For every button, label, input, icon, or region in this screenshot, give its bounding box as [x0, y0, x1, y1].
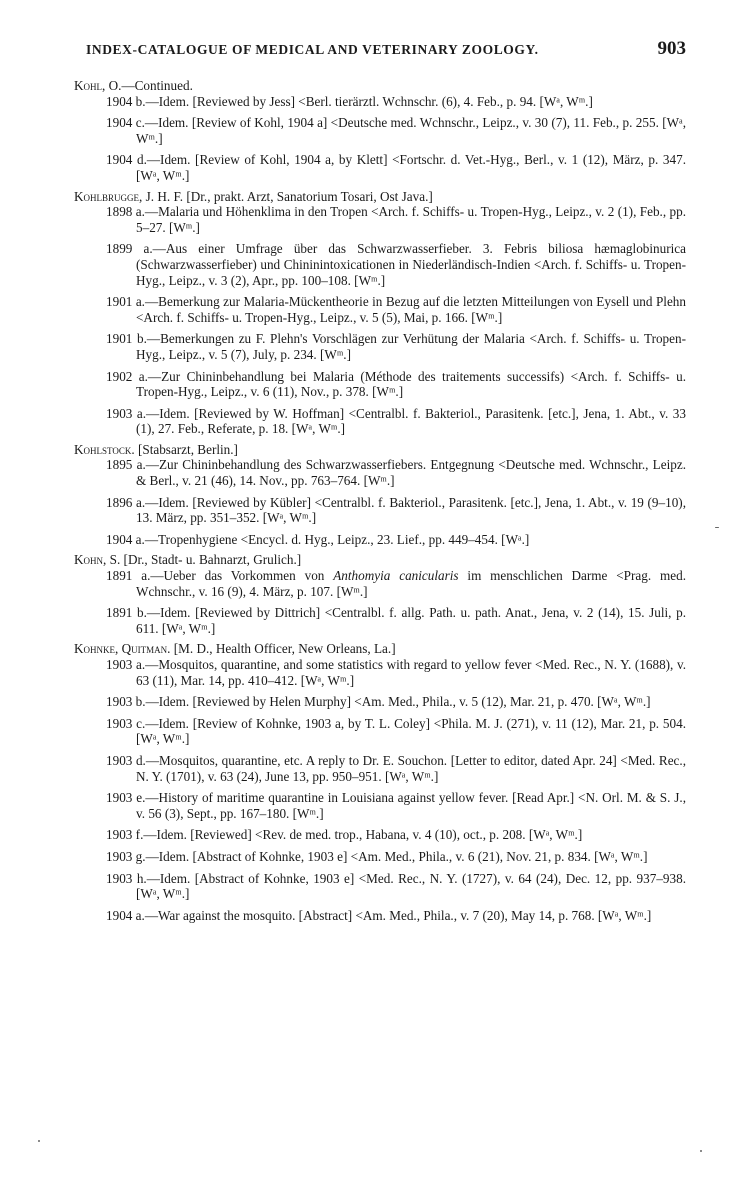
citation-entry — [74, 568, 686, 599]
citation-entry: 1904 b.—Idem. [Reviewed by Jess] <Berl. tierärztl. Wchnschr. (6), 4. Feb., p. 94. [Wᵃ, Wᵐ.] — [106, 93, 593, 109]
citation-entry: 1891 b.—Idem. [Reviewed by Dittrich] <Centralbl. f. allg. Path. u. path. Anat., Jena, v. 2 (14), 15. Juli, p. 611. [Wᵃ, Wᵐ.] — [106, 605, 686, 636]
author-note: [Stabsarzt, Berlin.] — [134, 441, 238, 457]
citation-entry: 1903 c.—Idem. [Review of Kohnke, 1903 a, by T. L. Coley] <Phila. M. J. (271), v. 11 (12), Mar. 21, p. 504. [Wᵃ, Wᵐ.] — [106, 715, 686, 747]
author-note: —Continued. — [121, 78, 193, 93]
citation-text: 1891 a.—Ueber das Vorkommen von — [106, 568, 334, 584]
citation-entry: 1903 e.—History of maritime quarantine in Louisiana against yellow fever. [Read Apr.] <N. Orl. M. & S. J., v. 56 (3), Sept., pp. 167–180. [Wᵐ.] — [106, 790, 686, 821]
scan-speck — [715, 527, 719, 528]
author-name: Kohl, O. — [74, 78, 122, 93]
citation-entry: 1902 a.—Zur Chininbehandlung bei Malaria (Méthode des traitements successifs) <Arch. f. Schiffs- u. Tropen-Hyg., Leipz., v. 6 (11), Nov., p. 378. [Wᵐ.] — [106, 368, 686, 400]
citation-entry: 1901 b.—Bemerkungen zu F. Plehn's Vorschlägen zur Verhütung der Malaria <Arch. f. Schiffs- u. Tropen-Hyg., Leipz., v. 5 (7), July, p. 234. [Wᵐ.] — [106, 331, 686, 362]
scan-speck — [38, 1140, 40, 1142]
citation-entry: 1903 d.—Mosquitos, quarantine, etc. A reply to Dr. E. Souchon. [Letter to editor, dated Apr. 24] <Med. Rec., N. Y. (1701), v. 63 (24), June 13, pp. 950–951. [Wᵃ, Wᵐ.] — [106, 752, 686, 784]
citation-entry: 1901 a.—Bemerkung zur Malaria-Mückentheorie in Bezug auf die letzten Mitteilungen von Eysell und Plehn <Arch. f. Schiffs- u. Tropen-Hyg., Leipz., v. 5 (5), Mai, p. 166. [Wᵐ.] — [106, 294, 686, 325]
page-header — [86, 38, 686, 60]
author-heading — [74, 641, 686, 657]
citation-entry: 1904 a.—Tropenhygiene <Encycl. d. Hyg., Leipz., 23. Lief., pp. 449–454. [Wᵃ.] — [106, 531, 530, 547]
author-note: [Dr., Stadt- u. Bahnarzt, Grulich.] — [120, 552, 302, 568]
citation-entry: 1895 a.—Zur Chininbehandlung des Schwarzwasserfiebers. Entgegnung <Deutsche med. Wchnschr., Leipz. & Berl., v. 21 (46), 14. Nov., pp. 763–764. [Wᵐ.] — [106, 457, 686, 489]
running-title: INDEX-CATALOGUE OF MEDICAL AND VETERINARY ZOOLOGY. — [86, 42, 539, 57]
citation-entry: 1904 a.—War against the mosquito. [Abstract] <Am. Med., Phila., v. 7 (20), May 14, p. 768. [Wᵃ, Wᵐ.] — [106, 907, 652, 923]
citation-entry: 1903 h.—Idem. [Abstract of Kohnke, 1903 e] <Med. Rec., N. Y. (1727), v. 64 (24), Dec. 12, pp. 937–938. [Wᵃ, Wᵐ.] — [106, 870, 686, 902]
citation-entry: 1903 f.—Idem. [Reviewed] <Rev. de med. trop., Habana, v. 4 (10), oct., p. 208. [Wᵃ, Wᵐ.] — [106, 827, 583, 843]
citation-entry: 1899 a.—Aus einer Umfrage über das Schwarzwasserfieber. 3. Febris biliosa hæmaglobinurica (Schwarzwasserfieber) und Chininintoxicationen in Niederländisch-Indien <Arch. f. Schiffs- u. Tropen-Hyg., Leipz., v. 3 (2), Apr., pp. 100–108. [Wᵐ.] — [106, 241, 686, 288]
citation-entry: 1898 a.—Malaria und Höhenklima in den Tropen <Arch. f. Schiffs- u. Tropen-Hyg., Leipz., v. 2 (1), Feb., pp. 5–27. [Wᵐ.] — [106, 204, 686, 235]
author-note: [Dr., prakt. Arzt, Sanatorium Tosari, Ost Java.] — [183, 188, 433, 204]
catalogue-body — [74, 78, 686, 923]
citation-entry: 1903 g.—Idem. [Abstract of Kohnke, 1903 e] <Am. Med., Phila., v. 6 (21), Nov. 21, p. 834. [Wᵃ, Wᵐ.] — [106, 848, 648, 864]
author-heading — [74, 189, 686, 205]
author-name: Kohlbrugge, J. H. F. — [74, 188, 184, 204]
citation-entry: 1903 b.—Idem. [Reviewed by Helen Murphy] <Am. Med., Phila., v. 5 (12), Mar. 21, p. 470. [Wᵃ, Wᵐ.] — [106, 694, 651, 710]
citation-text: im menschlichen Darme <Prag. med. Wchnschr., v. 16 (9), 4. März, p. 107. [Wᵐ.] — [136, 568, 686, 599]
taxon-name: Anthomyia canicularis — [333, 568, 459, 584]
author-name: Kohlstock. — [74, 441, 135, 457]
page-number: 903 — [657, 38, 686, 59]
author-heading — [74, 552, 686, 568]
author-note: [M. D., Health Officer, New Orleans, La.] — [170, 641, 396, 657]
citation-entry: 1903 a.—Mosquitos, quarantine, and some statistics with regard to yellow fever <Med. Rec., N. Y. (1688), v. 63 (11), Mar. 14, pp. 410–412. [Wᵃ, Wᵐ.] — [106, 657, 686, 688]
citation-entry: 1903 a.—Idem. [Reviewed by W. Hoffman] <Centralbl. f. Bakteriol., Parasitenk. [etc.], Jena, 1. Abt., v. 33 (1), 27. Feb., Referate, p. 18. [Wᵃ, Wᵐ.] — [106, 405, 686, 437]
citation-entry: 1896 a.—Idem. [Reviewed by Kübler] <Centralbl. f. Bakteriol., Parasitenk. [etc.], Jena, 1. Abt., v. 19 (9–10), 13. März, pp. 351–352. [Wᵃ, Wᵐ.] — [106, 494, 686, 526]
scan-speck — [700, 1150, 702, 1152]
citation-entry: 1904 c.—Idem. [Review of Kohl, 1904 a] <Deutsche med. Wchnschr., Leipz., v. 30 (7), 11. Feb., p. 255. [Wᵃ, Wᵐ.] — [106, 115, 686, 146]
author-name: Kohnke, Quitman. — [74, 641, 171, 657]
author-heading — [74, 442, 686, 458]
citation-entry: 1904 d.—Idem. [Review of Kohl, 1904 a, by Klett] <Fortschr. d. Vet.-Hyg., Berl., v. 1 (12), März, p. 347. [Wᵃ, Wᵐ.] — [106, 152, 686, 183]
author-heading — [74, 78, 686, 94]
author-name: Kohn, S. — [74, 552, 121, 568]
